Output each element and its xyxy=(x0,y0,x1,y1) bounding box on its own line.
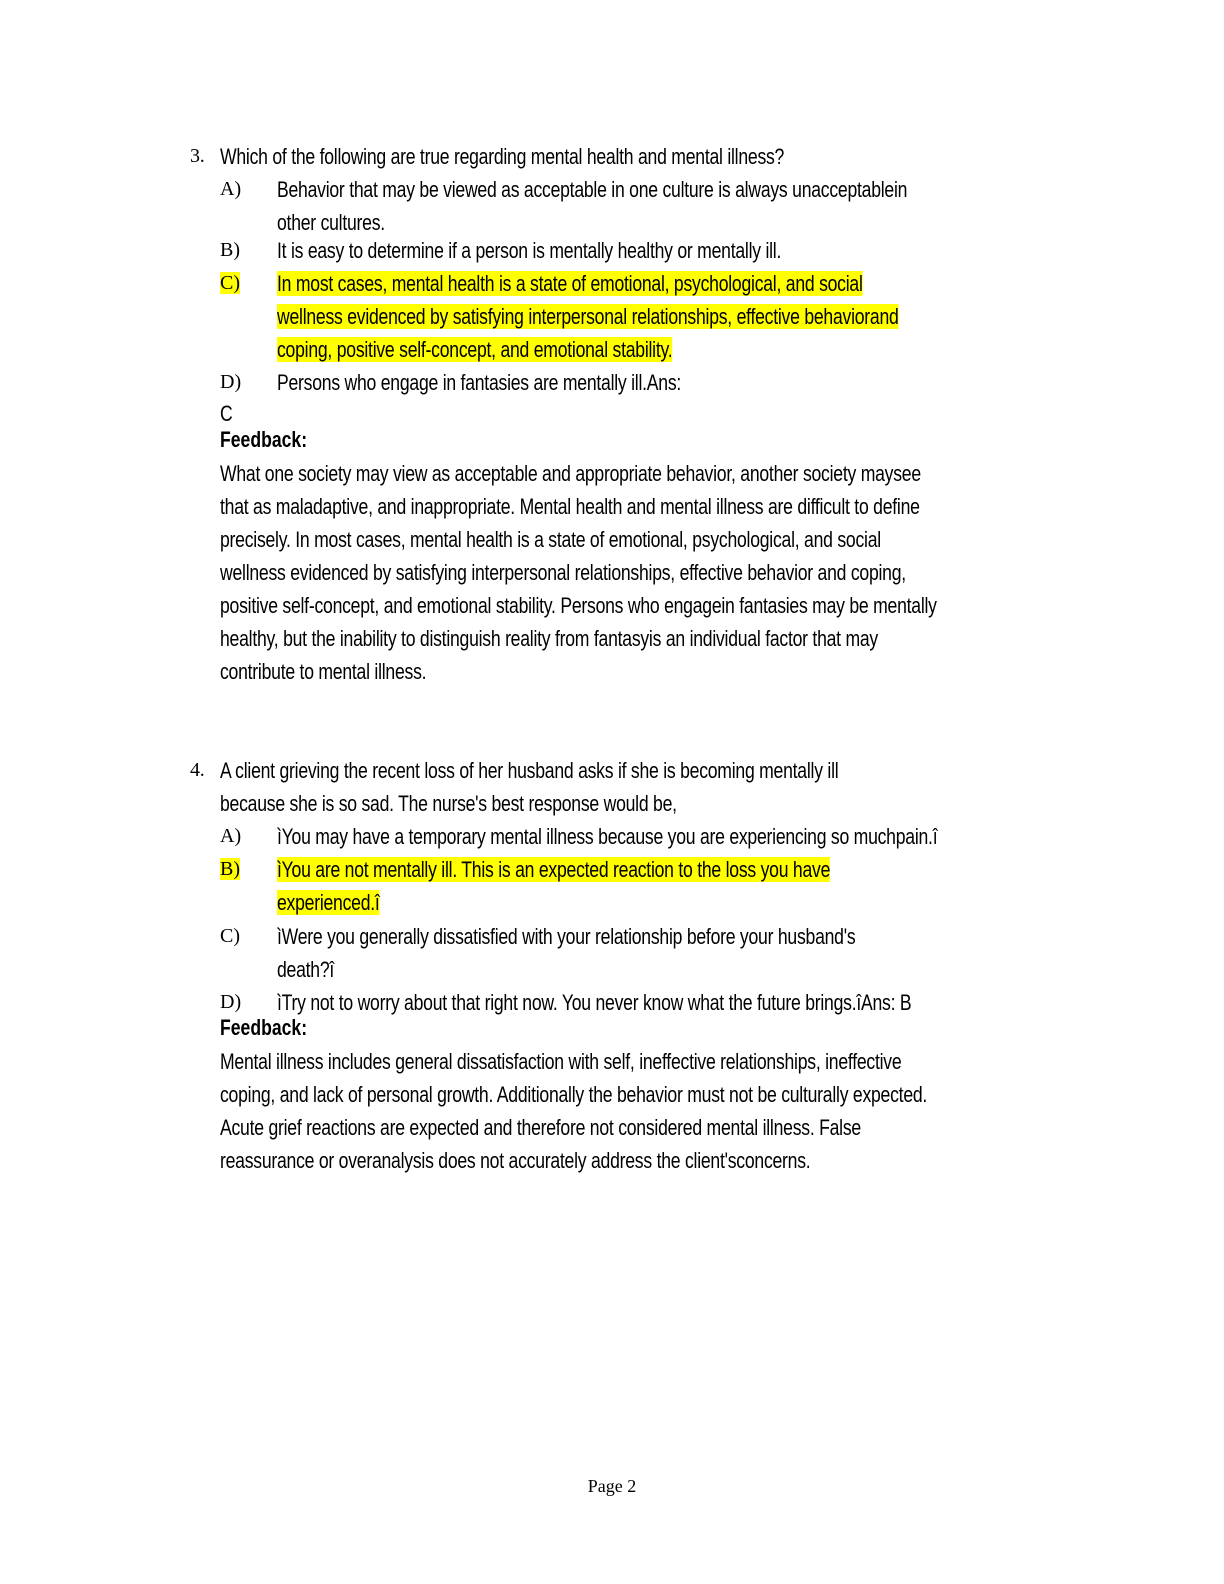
highlight: B) xyxy=(220,858,240,880)
feedback-line: healthy, but the inability to distinguish reality from fantasyis an individual factor that may xyxy=(220,626,878,651)
feedback-line: Mental illness includes general dissatisfaction with self, ineffective relationships, ineffective xyxy=(220,1049,902,1074)
question-3-option-b xyxy=(277,234,781,267)
question-4-option-d xyxy=(277,986,911,1019)
option-line: Behavior that may be viewed as acceptable in one culture is always unacceptablein xyxy=(277,177,908,202)
question-4-option-c xyxy=(277,920,855,986)
question-4-number: 4. xyxy=(190,759,205,781)
question-4-feedback xyxy=(220,1045,927,1177)
highlighted-option-line: ìYou are not mentally ill. This is an expected reaction to the loss you have xyxy=(277,857,831,882)
question-3-option-d xyxy=(277,366,681,399)
feedback-line: that as maladaptive, and inappropriate. Mental health and mental illness are difficult to define xyxy=(220,494,920,519)
question-4-option-a xyxy=(277,820,937,853)
question-3-option-d-letter: D) xyxy=(220,371,242,393)
question-3-option-c xyxy=(277,267,899,366)
page-number: Page 2 xyxy=(587,1476,637,1496)
question-3-stem xyxy=(220,140,784,173)
option-line: death?î xyxy=(277,957,335,982)
feedback-line: wellness evidenced by satisfying interpersonal relationships, effective behavior and coping, xyxy=(220,560,906,585)
option-line: ìTry not to worry about that right now. You never know what the future brings.îAns: B xyxy=(277,990,912,1015)
question-4-stem xyxy=(220,754,838,820)
question-4-option-b-letter xyxy=(220,853,240,886)
question-3-stem-line: Which of the following are true regarding mental health and mental illness? xyxy=(220,144,785,169)
highlighted-option-line: experienced.î xyxy=(277,890,380,915)
highlighted-option-line: In most cases, mental health is a state of emotional, psychological, and social xyxy=(277,271,863,296)
feedback-line: positive self-concept, and emotional stability. Persons who engagein fantasies may be mentally xyxy=(220,593,937,618)
question-3-feedback-label: Feedback: xyxy=(220,427,308,452)
feedback-line: What one society may view as acceptable and appropriate behavior, another society maysee xyxy=(220,461,921,486)
highlight: C) xyxy=(220,272,240,294)
question-4-option-c-letter: C) xyxy=(220,925,240,947)
question-4-stem-line: A client grieving the recent loss of her husband asks if she is becoming mentally ill xyxy=(220,758,839,783)
question-3-answer: C xyxy=(220,401,233,426)
feedback-line: precisely. In most cases, mental health is a state of emotional, psychological, and social xyxy=(220,527,881,552)
question-3-option-b-letter: B) xyxy=(220,239,240,261)
option-line: ìYou may have a temporary mental illness because you are experiencing so muchpain.î xyxy=(277,824,938,849)
feedback-line: coping, and lack of personal growth. Additionally the behavior must not be culturally expected. xyxy=(220,1082,928,1107)
option-line: Persons who engage in fantasies are mentally ill.Ans: xyxy=(277,370,682,395)
question-3-option-c-letter xyxy=(220,267,240,300)
question-4-stem-line: because she is so sad. The nurse's best response would be, xyxy=(220,791,677,816)
question-3-number: 3. xyxy=(190,145,205,167)
option-line: other cultures. xyxy=(277,210,385,235)
feedback-line: Acute grief reactions are expected and therefore not considered mental illness. False xyxy=(220,1115,861,1140)
question-4-feedback-label: Feedback: xyxy=(220,1015,308,1040)
question-4-option-a-letter: A) xyxy=(220,825,242,847)
question-3-feedback xyxy=(220,457,937,688)
question-4-option-d-letter: D) xyxy=(220,991,242,1013)
highlighted-option-line: coping, positive self-concept, and emotional stability. xyxy=(277,337,673,362)
question-3-option-a-letter: A) xyxy=(220,178,242,200)
highlighted-option-line: wellness evidenced by satisfying interpersonal relationships, effective behaviorand xyxy=(277,304,899,329)
feedback-line: contribute to mental illness. xyxy=(220,659,427,684)
option-line: ìWere you generally dissatisfied with your relationship before your husband's xyxy=(277,924,856,949)
feedback-line: reassurance or overanalysis does not accurately address the client'sconcerns. xyxy=(220,1148,811,1173)
option-line: It is easy to determine if a person is mentally healthy or mentally ill. xyxy=(277,238,782,263)
question-4-option-b xyxy=(277,853,830,919)
question-3-option-a xyxy=(277,173,907,239)
